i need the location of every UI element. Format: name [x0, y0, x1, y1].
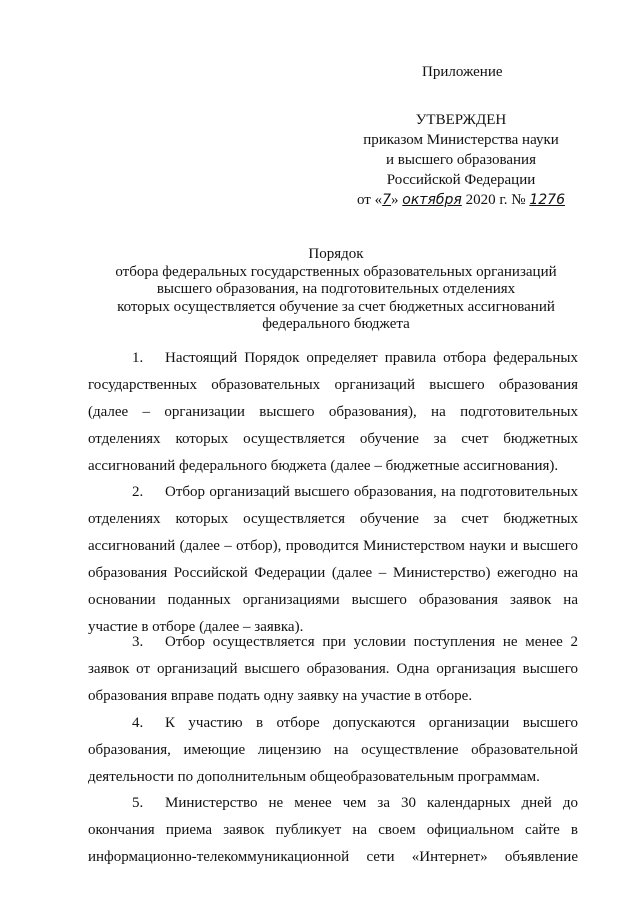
approved-stamp: УТВЕРЖДЕН [415, 112, 507, 128]
paragraph-2 [88, 479, 578, 641]
date-day: 7 [382, 192, 392, 208]
paragraph-number: 2. [132, 484, 144, 500]
order-number: 1276 [529, 192, 565, 208]
paragraph-text: Настоящий Порядок определяет правила отбора федеральных государственных образовательных организаций высшего образования (далее – организации высшего образования), на подготовительных отделениях которых осуществляется обучение за счет бюджетных ассигнований федерального бюджета (далее – бюджетные ассигнования). [88, 350, 578, 474]
paragraph-number: 1. [132, 350, 144, 366]
paragraph-3 [88, 629, 578, 710]
title-line-4: которых осуществляется обучение за счет бюджетных ассигнований [117, 298, 555, 315]
paragraph-text: К участию в отборе допускаются организации высшего образования, имеющие лицензию на осуществление образовательной деятельности по дополнительным общеобразовательным программам. [88, 715, 578, 785]
order-line-2: и высшего образования [386, 152, 536, 168]
paragraph-number: 5. [132, 795, 144, 811]
order-line-1: приказом Министерства науки [363, 132, 559, 148]
document-title [88, 246, 584, 334]
title-line-2: отбора федеральных государственных образовательных организаций [115, 263, 557, 280]
paragraph-1 [88, 345, 578, 480]
appendix-label: Приложение [422, 64, 503, 80]
paragraph-number: 3. [132, 634, 144, 650]
paragraph-text: Отбор организаций высшего образования, на подготовительных отделениях которых осуществляется обучение за счет бюджетных ассигнований (далее – отбор), проводится Министерством науки и высшего образования Российской Федерации (далее – Министерство) ежегодно на основании поданных организациями высшего образования заявок на участие в отборе (далее – заявка). [88, 484, 578, 635]
paragraph-text: Отбор осуществляется при условии поступления не менее 2 заявок от организаций высшего образования. Одна организация высшего образования вправе подать одну заявку на участие в отборе. [88, 634, 578, 704]
date-mid: » [391, 192, 403, 208]
title-line-5: федерального бюджета [262, 316, 410, 332]
title-line-3: высшего образования, на подготовительных отделениях [156, 281, 516, 297]
date-month: октября [402, 192, 462, 208]
date-year: 2020 г. № [461, 192, 530, 208]
approval-block [330, 110, 592, 210]
order-line-3: Российской Федерации [386, 172, 536, 188]
paragraph-text: Министерство не менее чем за 30 календарных дней до окончания приема заявок публикует на своем официальном сайте в информационно-телекоммуникационной сети «Интернет» объявление [88, 795, 578, 865]
paragraph-4 [88, 710, 578, 791]
paragraph-number: 4. [132, 715, 144, 731]
order-date-line [330, 190, 592, 210]
paragraph-5 [88, 790, 578, 871]
date-prefix: от « [357, 192, 383, 208]
title-line-1: Порядок [308, 246, 364, 262]
